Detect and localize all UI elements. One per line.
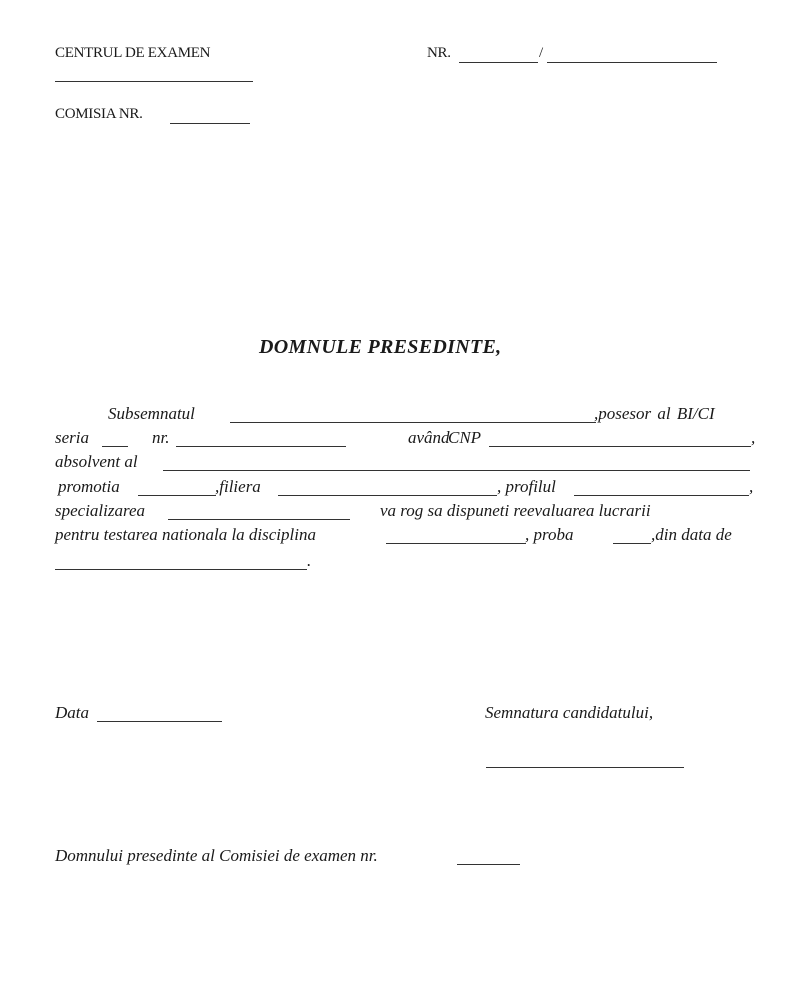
request-text: va rog sa dispuneti reevaluarea lucrarii (380, 501, 651, 520)
promotia-field[interactable] (138, 495, 216, 496)
seria-field[interactable] (102, 446, 128, 447)
filiera-field[interactable] (278, 495, 497, 496)
centru-examen-label: CENTRUL DE EXAMEN (55, 45, 211, 61)
semnatura-field[interactable] (486, 767, 684, 768)
cnp-comma: , (751, 428, 756, 447)
profilul-field[interactable] (574, 495, 749, 496)
data-label: Data (55, 703, 89, 722)
nr-field-2[interactable] (547, 62, 717, 63)
din-data-label: ,din data de (651, 525, 732, 544)
cnp-field[interactable] (489, 446, 751, 447)
nr-separator: / (539, 45, 543, 61)
data-field[interactable] (97, 721, 222, 722)
nr-bi-field[interactable] (176, 446, 346, 447)
promotia-label: promotia (58, 477, 120, 496)
nr-label: NR. (427, 45, 451, 61)
nr-bi-label: nr. (152, 428, 170, 447)
disciplina-field[interactable] (386, 543, 526, 544)
proba-field[interactable] (613, 543, 651, 544)
proba-label: , proba (525, 525, 574, 544)
din-data-field[interactable] (55, 569, 307, 570)
avand-label: având (408, 428, 450, 447)
filiera-label: ,filiera (215, 477, 261, 496)
profilul-label: , profilul (497, 477, 556, 496)
seria-label: seria (55, 428, 89, 447)
absolvent-label: absolvent al (55, 452, 138, 471)
comisie-nr-field[interactable] (457, 864, 520, 865)
nume-field[interactable] (230, 422, 596, 423)
subsemnatul-label: Subsemnatul (108, 404, 195, 423)
centru-examen-field[interactable] (55, 81, 253, 82)
comisia-nr-label: COMISIA NR. (55, 106, 143, 122)
absolvent-field[interactable] (163, 470, 750, 471)
nr-field-1[interactable] (459, 62, 538, 63)
profilul-comma: , (749, 477, 754, 496)
pentru-testarea-label: pentru testarea nationala la disciplina (55, 525, 316, 544)
period: . (307, 551, 312, 570)
addressee-text: Domnului presedinte al Comisiei de examen nr. (55, 846, 378, 865)
page-title: DOMNULE PRESEDINTE, (259, 336, 502, 358)
cnp-label: CNP (448, 428, 482, 447)
posesor-label: ,posesor al BI/CI (594, 404, 715, 423)
specializarea-label: specializarea (55, 501, 146, 520)
semnatura-label: Semnatura candidatului, (485, 703, 654, 722)
comisia-nr-field[interactable] (170, 123, 250, 124)
specializarea-field[interactable] (168, 519, 350, 520)
